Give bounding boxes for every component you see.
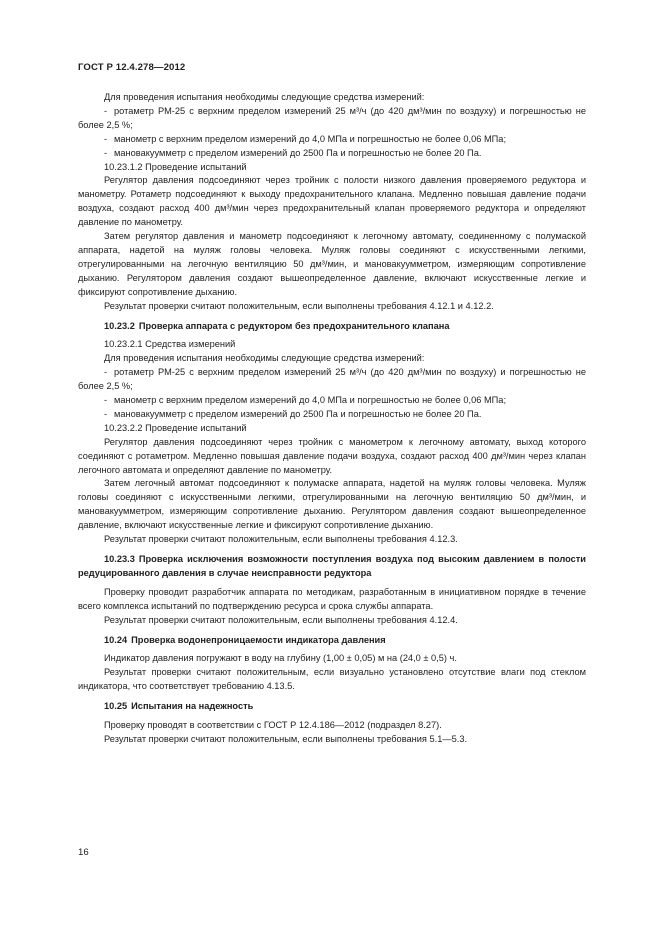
paragraph: Результат проверки считают положительным, если выполнены требования 4.12.3. (104, 534, 458, 545)
page-number: 16 (78, 847, 89, 858)
list-item-text: ротаметр РМ-25 с верхним пределом измерений 25 м³/ч (до 420 дм³/мин по воздуху) и погрешностью не более 2,5 %; (78, 105, 586, 130)
paragraph: Для проведения испытания необходимы следующие средства измерений: (104, 92, 425, 102)
section-title: Испытания на надежность (131, 701, 254, 712)
paragraph: 10.23.2.1 Средства измерений (104, 339, 236, 350)
list-item (78, 133, 586, 147)
dash-bullet: - (104, 105, 108, 116)
paragraph: Затем регулятор давления и манометр подсоединяют к легочному автомату, соединенному с полумаской аппарата, надетой на муляж головы человека. Муляж головы соединяют с искусственными легкими, отрегулированными на легочную вентиляцию 50 дм³/мин, и мановакуумметром, измеряющим сопротивление дыханию. Регулятором давления создают вышеопределенное давление, включают искусственные легкие и фиксируют сопротивление дыханию. (78, 231, 586, 297)
section-heading (78, 553, 586, 581)
paragraph: Проверку проводят в соответствии с ГОСТ Р 12.4.186—2012 (подраздел 8.27). (104, 720, 442, 731)
list-item-text: мановакуумметр с пределом измерений до 2500 Па и погрешностью не более 20 Па. (114, 408, 482, 419)
document-header: ГОСТ Р 12.4.278—2012 (78, 62, 186, 73)
list-item (78, 147, 586, 161)
paragraph: Результат проверки считают положительным, если выполнены требования 4.12.4. (104, 614, 458, 625)
dash-bullet: - (104, 133, 108, 144)
section-title: Проверка исключения возможности поступления воздуха под высоким давлением в полости редуцированного давления в случае неисправности редуктора (78, 554, 586, 578)
document-body (78, 91, 586, 747)
section-number: 10.23.2 (104, 320, 135, 331)
list-item-text: манометр с верхним пределом измерений до 4,0 МПа и погрешностью не более 0,06 МПа; (114, 133, 507, 144)
dash-bullet: - (104, 408, 108, 419)
paragraph: 10.23.1.2 Проведение испытаний (104, 161, 247, 172)
paragraph: Проверку проводит разработчик аппарата по методикам, разработанным в инициативном порядке в течение всего комплекса испытаний по подтверждению ресурса и срока службы аппарата. (78, 586, 586, 611)
paragraph: Индикатор давления погружают в воду на глубину (1,00 ± 0,05) м на (24,0 ± 0,5) ч. (104, 653, 457, 664)
paragraph: Регулятор давления подсоединяют через тройник с полости низкого давления проверяемого редуктора и манометру. Ротаметр подсоединяют к выходу предохранительного клапана. Медленно повышая давление подачи воздуха, создают расход 400 дм³/мин через предохранительный клапан проверяемого редуктора и определяют давление по манометру. (78, 175, 586, 228)
paragraph: Для проведения испытания необходимы следующие средства измерений: (104, 353, 425, 364)
paragraph: 10.23.2.2 Проведение испытаний (104, 422, 247, 433)
list-item (78, 394, 586, 408)
list-item-text: манометр с верхним пределом измерений до 4,0 МПа и погрешностью не более 0,06 МПа; (114, 395, 507, 406)
section-heading (78, 634, 586, 648)
dash-bullet: - (104, 395, 108, 406)
paragraph: Результат проверки считают положительным, если выполнены требования 5.1—5.3. (104, 733, 468, 744)
paragraph: Затем легочный автомат подсоединяют к полумаске аппарата, надетой на муляж головы человека. Муляж головы соединяют с искусственными легкими, отрегулированными на легочную вентиляцию 50 дм³/мин, и мановакуумметром, измеряющим сопротивление дыханию. Регулятором давления создают вышеопределенное давление, включают искусственные легкие и фиксируют сопротивление дыханию. (78, 478, 586, 531)
section-number: 10.23.3 (104, 554, 135, 564)
list-item (78, 366, 586, 394)
dash-bullet: - (104, 147, 108, 158)
paragraph: Результат проверки считают положительным, если визуально установлено отсутствие влаги под стеклом индикатора, что соответствует требованию 4.13.5. (78, 667, 586, 692)
section-heading (78, 700, 586, 714)
list-item (78, 105, 586, 133)
section-title: Проверка аппарата с редуктором без предохранительного клапана (138, 320, 450, 331)
section-heading (78, 320, 586, 334)
section-title: Проверка водонепроницаемости индикатора давления (131, 634, 386, 645)
paragraph: Результат проверки считают положительным, если выполнены требования 4.12.1 и 4.12.2. (104, 300, 494, 311)
dash-bullet: - (104, 367, 108, 378)
section-number: 10.24 (104, 634, 128, 645)
paragraph: Регулятор давления подсоединяют через тройник с манометром к легочному автомату, выход которого соединяют с ротаметром. Медленно повышая давление подачи воздуха, создают расход 400 дм³/мин через клапан легочного автомата и определяют давление по манометру. (78, 436, 586, 475)
section-number: 10.25 (104, 701, 128, 712)
list-item-text: мановакуумметр с пределом измерений до 2500 Па и погрешностью не более 20 Па. (114, 147, 482, 158)
list-item (78, 408, 586, 422)
list-item-text: ротаметр РМ-25 с верхним пределом измерений 25 м³/ч (до 420 дм³/мин по воздуху) и погрешностью не более 2,5 %; (78, 367, 586, 392)
